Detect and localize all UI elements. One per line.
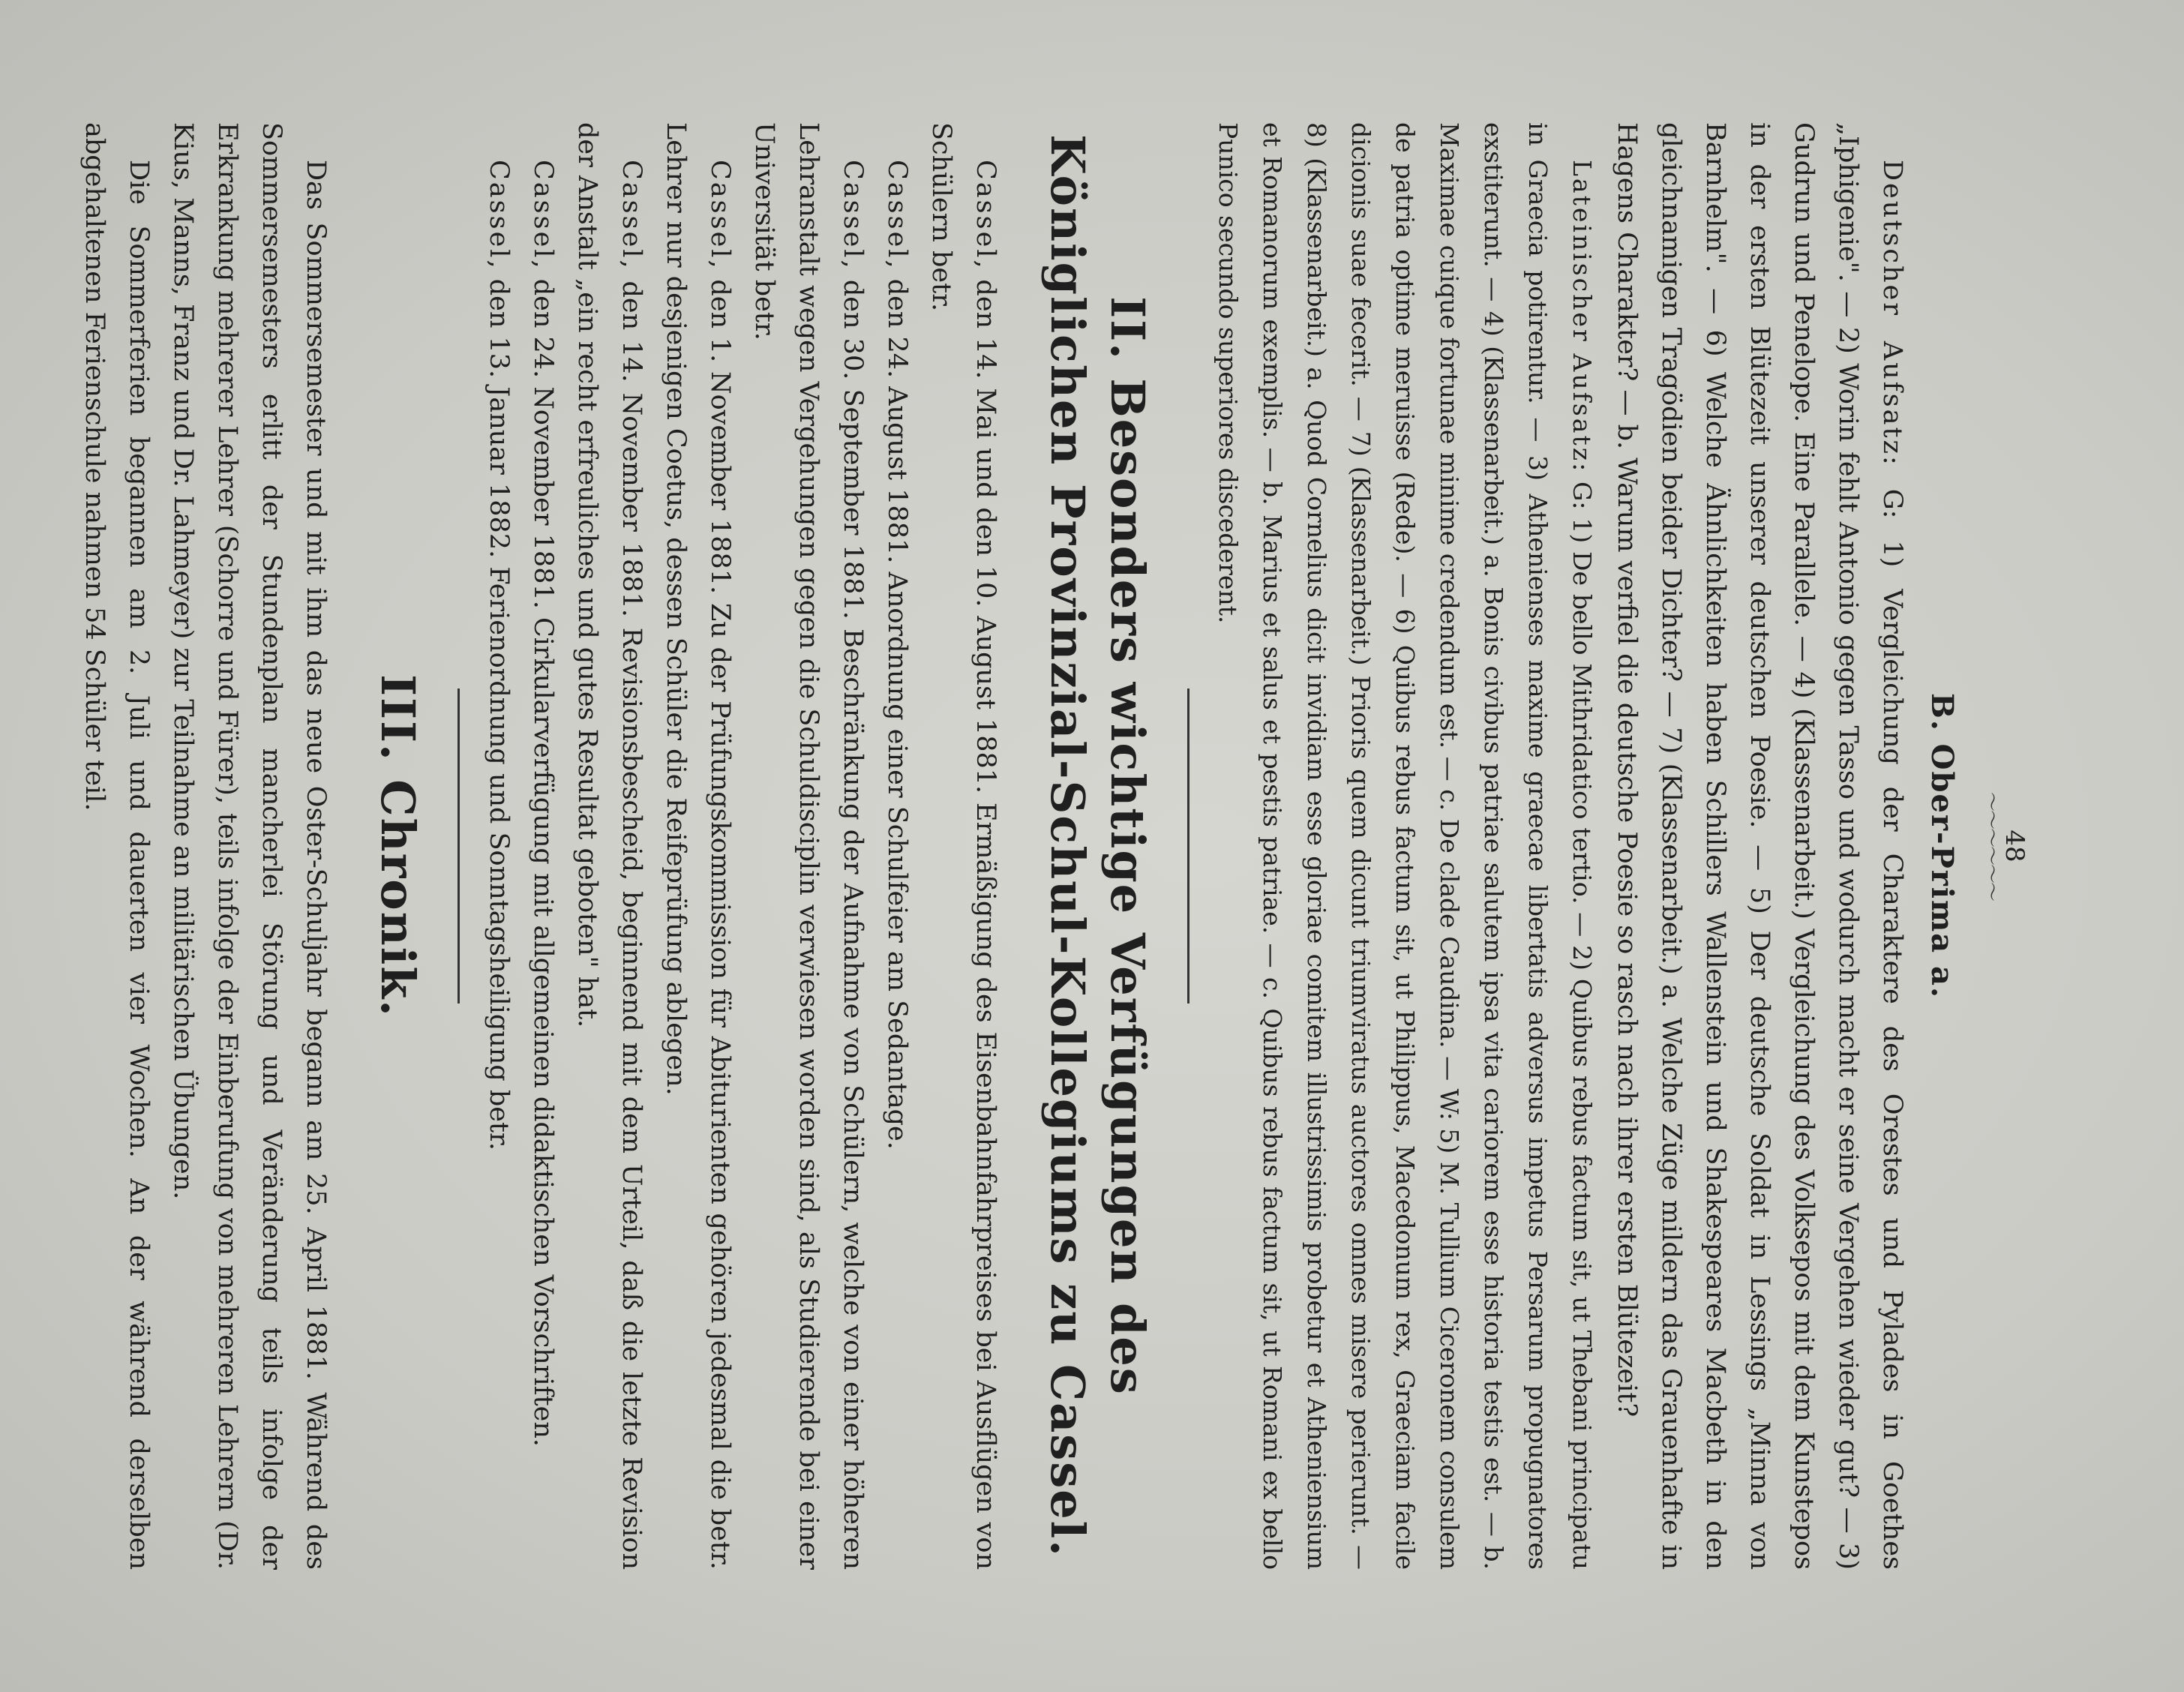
latin-essay-text: G: 1) De bello Mithridatico tertio. — 2) Quibus rebus factum sit, ut Thebani principatu in Graecia potirentur. — 3) Athenienses maxime graecae libertatis adversus impetus Persarum propugnatores exstiterunt. — 4) (Klassenarbeit.) a. Bonis civibus patriae salutem ipsa vita cariorem esse historia testis est. — b. Maximae cuique fortunae minime credendum est. — c. De clade Caudina. — W: 5) M. Tullium Ciceronem consulem de patria optime meruisse (Rede). — 6) Quibus rebus factum sit, ut Philippus, Macedonum rex, Graeciam facile dicionis suae fecerit. — 7) (Klassenarbeit.) Prioris quem dicunt triumviratus auctores omnes misere perierunt. — 8) (Klassenarbeit.) a. Quod Cornelius dicit invidiam esse gloriae comitem illustrissimis probetur et Atheniensium et Romanorum exemplis. — b. Marius et salus et pestis patriae. — c. Quibus rebus factum sit, ut Romani ex bello Punico secundo superiores discederent.: [1214, 122, 1597, 1570]
page-number: 48: [2000, 830, 2030, 862]
decree-text: den 24. November 1881. Cirkularverfügung mit allgemeinen didaktischen Vorschriften.: [528, 270, 558, 1448]
section-divider: [1187, 688, 1190, 1004]
section-ii-title: II. Besonders wichtige Verfügungen des Königlichen Provinzial-Schul-Kollegiums zu Cassel.: [1040, 134, 1155, 1558]
german-essay-label: Deutscher Aufsatz:: [1877, 160, 1907, 467]
decree-text: den 13. Januar 1882. Ferienordnung und Sonntagsheiligung betr.: [484, 270, 514, 1151]
decree-entry: [874, 122, 919, 1570]
decree-place: Cassel,: [616, 160, 646, 271]
decree-entry: [919, 122, 1007, 1570]
german-essay-text: G: 1) Vergleichung der Charaktere des Orestes und Pylades in Goethes „Iphigenie". — 2) Worin fehlt Antonio gegen Tasso und wodurch macht er seine Vergehen wieder gut? — 3) Gudrun und Penelope. Eine Parallele. — 4) (Klassenarbeit.) Vergleichung des Volksepos mit dem Kunstepos in der ersten Blütezeit unserer deutschen Poesie. — 5) Der deutsche Soldat in Lessings „Minna von Barnhelm". — 6) Welche Ähnlichkeiten haben Schillers Wallenstein und Shakespeares Macbeth in den gleichnamigen Tragödien beider Dichter? — 7) (Klassenarbeit.) a. Welche Züge mildern das Grauenhafte in Hagens Charakter? — b. Warum verfiel die deutsche Poesie so rasch nach ihrer ersten Blütezeit?: [1612, 122, 1907, 1570]
document-page: [80, 77, 2030, 1615]
decree-place: Cassel,: [838, 160, 868, 271]
decree-place: Cassel,: [705, 160, 735, 271]
decree-list: [476, 122, 1007, 1570]
decree-place: Cassel,: [484, 160, 514, 271]
decree-text: den 14. Mai und den 10. August 1881. Ermäßigung des Eisenbahnfahrpreises bei Ausflügen von Schülern betr.: [926, 122, 1000, 1570]
section-iii-title: III. Chronik.: [370, 674, 425, 1018]
decree-entry: [742, 122, 874, 1570]
section-divider: [458, 688, 460, 1004]
decree-place: Cassel,: [970, 160, 1000, 271]
decree-entry: [653, 122, 742, 1570]
decree-place: Cassel,: [882, 160, 912, 271]
chronicle-paragraph: Das Sommersemester und mit ihm das neue Oster-Schuljahr begann am 25. April 1881. Während des Sommersemesters erlitt der Stundenplan mancherlei Störung und Veränderung teils infolge der Erkrankung mehrerer Lehrer (Schorre und Fürer), teils infolge der Einberufung von mehreren Lehrern (Dr. Kius, Manns, Franz und Dr. Lahmeyer) zur Teilnahme an militärischen Übungen.: [168, 122, 331, 1570]
class-heading: B. Ober-Prima a.: [1924, 693, 1960, 999]
decree-text: den 1. November 1881. Zu der Prüfungskommission für Abiturienten gehören jedesmal die betr. Lehrer nur desjenigen Coetus, dessen Schüler die Reifeprüfung ablegen.: [661, 122, 735, 1570]
latin-essay-topics: [1206, 122, 1604, 1570]
decree-text: den 14. November 1881. Revisionsbescheid, beginnend mit dem Urteil, daß die letzte Revision der Anstalt „ein recht erfreuliches und gutes Resultat geboten" hat.: [572, 122, 646, 1570]
german-essay-topics: [1604, 122, 1914, 1570]
decree-entry: [520, 122, 565, 1570]
latin-essay-label: Lateinischer Aufsatz:: [1568, 160, 1597, 474]
page-number-ornament: 〜〜〜〜〜〜: [1980, 791, 2002, 900]
decree-entry: [476, 122, 520, 1570]
decree-text: den 24. August 1881. Anordnung einer Schulfeier am Sedantage.: [882, 270, 912, 1150]
decree-text: den 30. September 1881. Beschränkung der Aufnahme von Schülern, welche von einer höheren Lehranstalt wegen Vergehungen gegen die Schuldisciplin verwiesen worden sind, als Studierende bei einer Universität betr.: [749, 122, 868, 1570]
decree-entry: [565, 122, 653, 1570]
chronicle-paragraph: Die Sommerferien begannen am 2. Juli und dauerten vier Wochen. An der während derselben abgehaltenen Ferienschule nahmen 54 Schüler teil.: [80, 122, 154, 1570]
decree-place: Cassel,: [528, 160, 558, 271]
